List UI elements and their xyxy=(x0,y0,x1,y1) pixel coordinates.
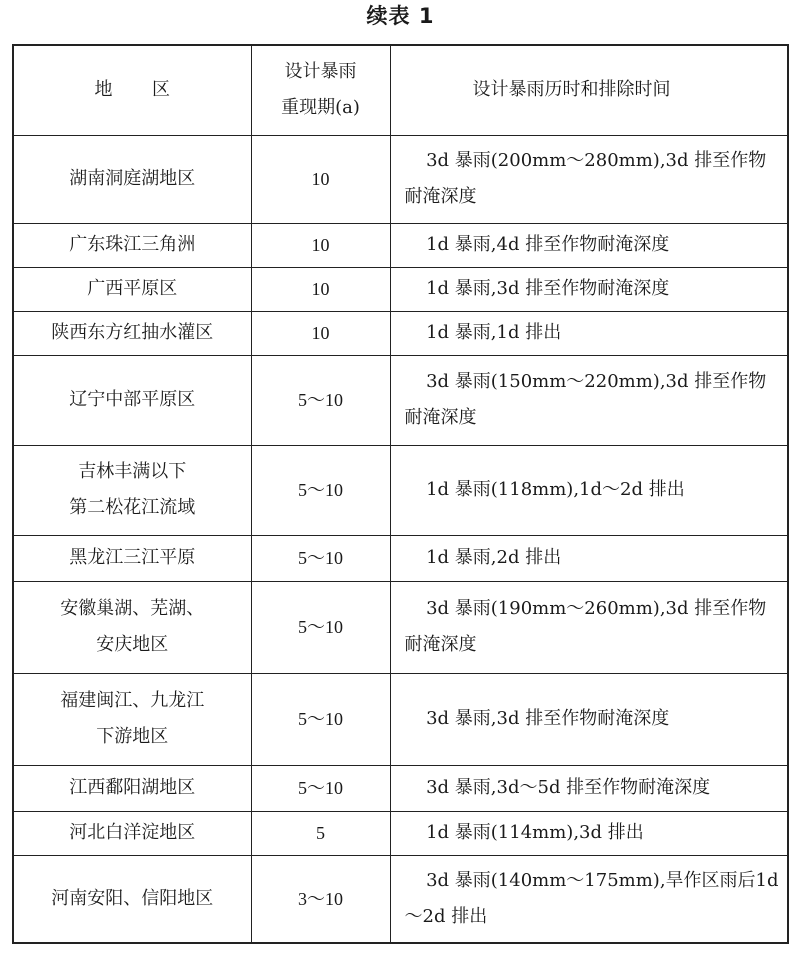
drainage-standard-table xyxy=(12,44,789,944)
period-cell: 10 xyxy=(251,267,390,311)
header-duration-drainage: 设计暴雨历时和排除时间 xyxy=(390,45,788,135)
period-cell: 5～10 xyxy=(251,445,390,535)
description-cell: 1d 暴雨,3d 排至作物耐淹深度 xyxy=(390,267,788,311)
description-cell: 3d 暴雨,3d～5d 排至作物耐淹深度 xyxy=(390,765,788,811)
header-return-period: 设计暴雨 重现期(a) xyxy=(251,45,390,135)
period-cell: 10 xyxy=(251,311,390,355)
table-row xyxy=(13,355,788,445)
region-cell: 江西鄱阳湖地区 xyxy=(13,765,251,811)
table-row xyxy=(13,765,788,811)
region-cell: 辽宁中部平原区 xyxy=(13,355,251,445)
region-cell: 广东珠江三角洲 xyxy=(13,223,251,267)
description-cell: 1d 暴雨,1d 排出 xyxy=(390,311,788,355)
region-cell: 福建闽江、九龙江 下游地区 xyxy=(13,673,251,765)
description-cell: 3d 暴雨,3d 排至作物耐淹深度 xyxy=(390,673,788,765)
period-cell: 5～10 xyxy=(251,355,390,445)
period-cell: 5～10 xyxy=(251,535,390,581)
table-row xyxy=(13,445,788,535)
region-cell: 安徽巢湖、芜湖、 安庆地区 xyxy=(13,581,251,673)
region-cell: 广西平原区 xyxy=(13,267,251,311)
region-cell: 河北白洋淀地区 xyxy=(13,811,251,855)
period-cell: 5～10 xyxy=(251,765,390,811)
region-cell: 黑龙江三江平原 xyxy=(13,535,251,581)
table-row xyxy=(13,855,788,943)
table-row xyxy=(13,673,788,765)
period-cell: 5～10 xyxy=(251,673,390,765)
table-row xyxy=(13,311,788,355)
table-row xyxy=(13,581,788,673)
period-cell: 5 xyxy=(251,811,390,855)
region-cell: 湖南洞庭湖地区 xyxy=(13,135,251,223)
description-cell: 1d 暴雨(114mm),3d 排出 xyxy=(390,811,788,855)
description-cell: 3d 暴雨(190mm～260mm),3d 排至作物耐淹深度 xyxy=(390,581,788,673)
table-row xyxy=(13,135,788,223)
description-cell: 3d 暴雨(140mm～175mm),旱作区雨后1d～2d 排出 xyxy=(390,855,788,943)
period-cell: 10 xyxy=(251,135,390,223)
period-cell: 10 xyxy=(251,223,390,267)
description-cell: 1d 暴雨(118mm),1d～2d 排出 xyxy=(390,445,788,535)
description-cell: 1d 暴雨,4d 排至作物耐淹深度 xyxy=(390,223,788,267)
table-row xyxy=(13,223,788,267)
table-header-row xyxy=(13,45,788,135)
description-cell: 3d 暴雨(150mm～220mm),3d 排至作物耐淹深度 xyxy=(390,355,788,445)
period-cell: 3～10 xyxy=(251,855,390,943)
description-cell: 3d 暴雨(200mm～280mm),3d 排至作物耐淹深度 xyxy=(390,135,788,223)
table-row xyxy=(13,535,788,581)
period-cell: 5～10 xyxy=(251,581,390,673)
table-caption: 续表 1 xyxy=(366,4,435,28)
description-cell: 1d 暴雨,2d 排出 xyxy=(390,535,788,581)
region-cell: 河南安阳、信阳地区 xyxy=(13,855,251,943)
table-row xyxy=(13,811,788,855)
region-cell: 吉林丰满以下 第二松花江流域 xyxy=(13,445,251,535)
header-region: 地区 xyxy=(13,45,251,135)
region-cell: 陕西东方红抽水灌区 xyxy=(13,311,251,355)
table-row xyxy=(13,267,788,311)
